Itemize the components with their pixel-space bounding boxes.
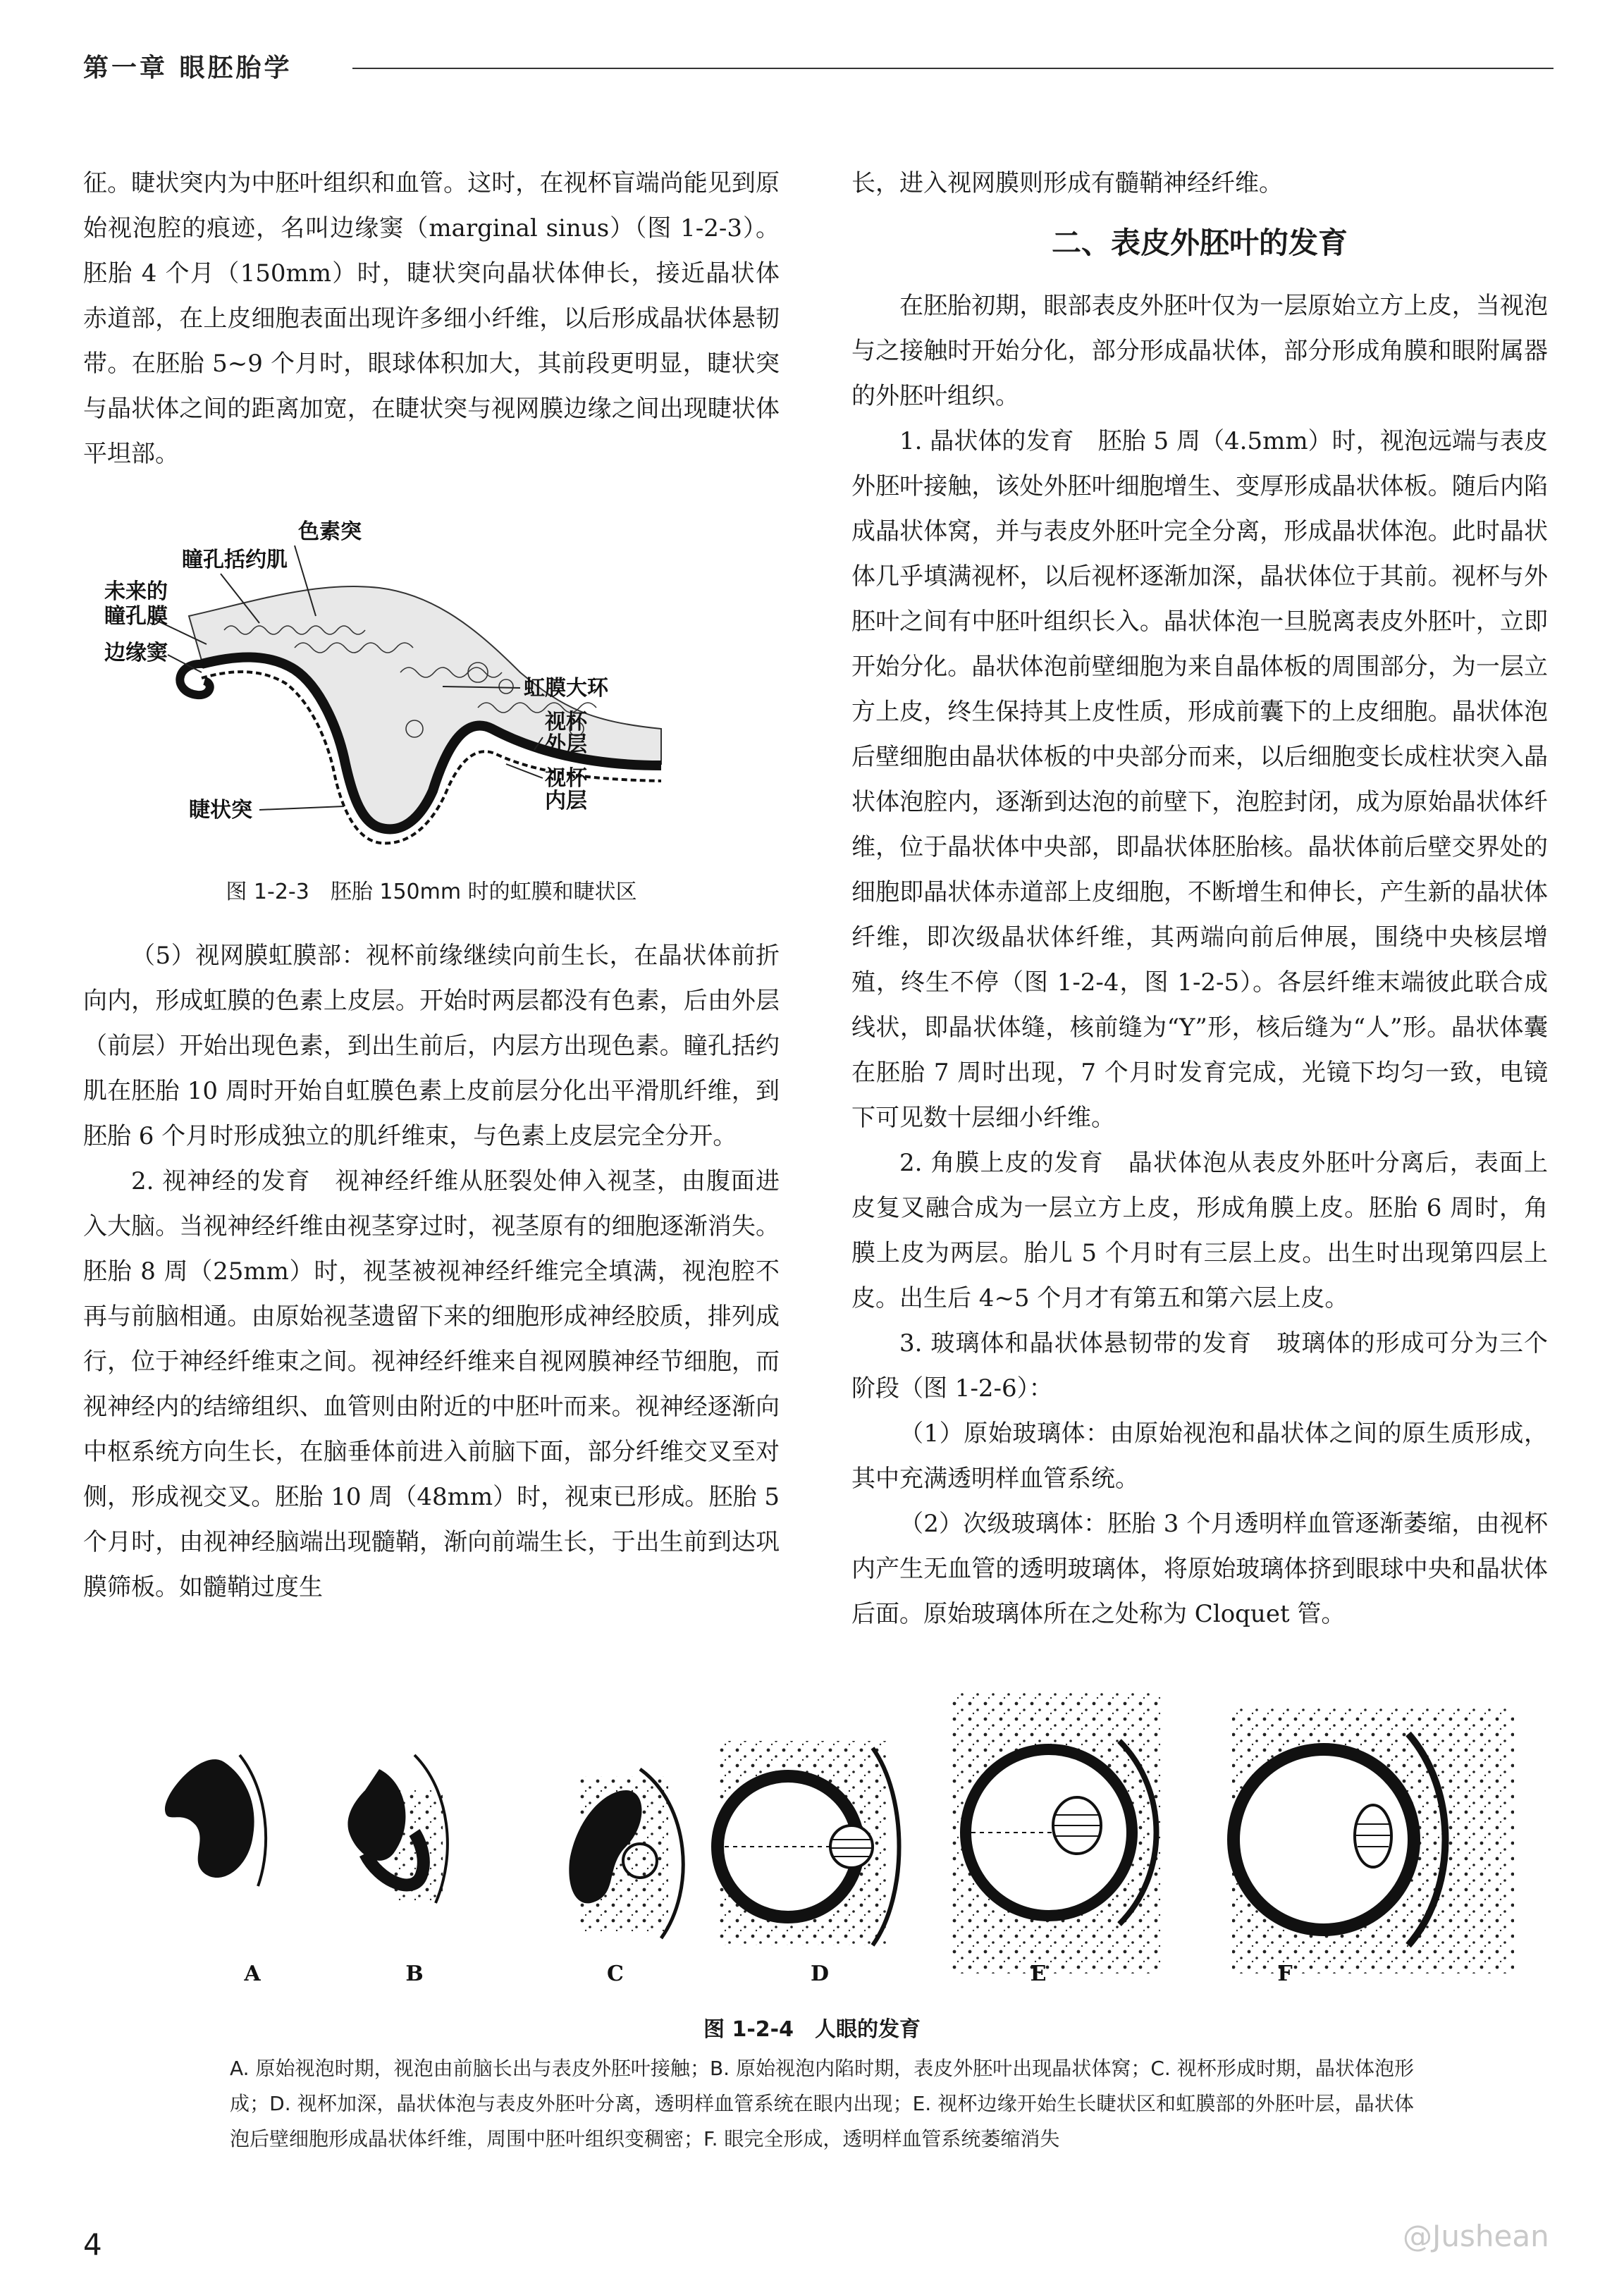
left-column [83, 161, 780, 1610]
stage-d-diagram [718, 1741, 899, 1945]
paragraph: （2）次级玻璃体：胚胎 3 个月透明样血管逐渐萎缩，由视杯内产生无血管的透明玻璃体，将原始玻璃体挤到眼球中央和晶状体后面。原始玻璃体所在之处称为 Cloquet 管。 [851, 1510, 1548, 1628]
header-rule [352, 68, 1554, 69]
paragraph: 长，进入视网膜则形成有髓鞘神经纤维。 [851, 169, 1283, 197]
label-major-arterial-circle: 虹膜大环 [524, 676, 608, 701]
label-pigment-process: 色素突 [298, 519, 362, 544]
paragraph: 3. 玻璃体和晶状体悬韧带的发育 玻璃体的形成可分为三个阶段（图 1-2-6）： [851, 1329, 1548, 1403]
label-ciliary-process: 睫状突 [189, 798, 252, 823]
label-future-pupil-1: 未来的 [104, 579, 168, 604]
stage-label-d: D [810, 1962, 830, 1986]
figure-caption: 图 1-2-4 人眼的发育 [703, 2017, 921, 2042]
stage-label-c: C [607, 1962, 624, 1986]
stage-b-diagram [347, 1755, 447, 1903]
iris-ciliary-diagram [83, 496, 780, 877]
label-future-pupil-2: 瞳孔膜 [104, 604, 168, 629]
stage-f-diagram [1232, 1706, 1514, 1974]
stage-label-a: A [244, 1962, 261, 1986]
watermark: @Jushean [1403, 2219, 1549, 2253]
paragraph: （5）视网膜虹膜部：视杯前缘继续向前生长，在晶状体前折向内，形成虹膜的色素上皮层。开始时两层都没有色素，后由外层（前层）开始出现色素，到出生前后，内层方出现色素。瞳孔括约肌在胚胎 10 周时开始自虹膜色素上皮前层分化出平滑肌纤维，到胚胎 6 个月时形成独立的肌纤维束，与色素上皮层完全分开。 [83, 942, 780, 1150]
paragraph: 2. 视神经的发育 视神经纤维从胚裂处伸入视茎，由腹面进入大脑。当视神经纤维由视茎穿过时，视茎原有的细胞逐渐消失。胚胎 8 周（25mm）时，视茎被视神经纤维完全填满，视泡腔不再与前脑相通。由原始视茎遗留下来的细胞形成神经胶质，排列成行，位于神经纤维束之间。视神经纤维来自视网膜神经节细胞，而视神经内的结缔组织、血管则由附近的中胚叶而来。视神经逐渐向中枢系统方向生长，在脑垂体前进入前脑下面，部分纤维交叉至对侧，形成视交叉。胚胎 10 周（48mm）时，视束已形成。胚胎 5 个月时，由视神经脑端出现髓鞘，渐向前端生长，于出生前到达巩膜筛板。如髓鞘过度生 [83, 1167, 780, 1601]
stage-label-f: F [1277, 1962, 1293, 1986]
label-inner-layer-1: 视杯 [545, 766, 587, 791]
paragraph: 在胚胎初期，眼部表皮外胚叶仅为一层原始立方上皮，当视泡与之接触时开始分化，部分形成晶状体，部分形成角膜和眼附属器的外胚叶组织。 [851, 292, 1548, 410]
stage-e-diagram [950, 1692, 1162, 1974]
figure-1-2-4-eye-development [83, 1685, 1542, 2016]
running-header: 第一章 眼胚胎学 [83, 54, 293, 82]
page-number: 4 [83, 2227, 102, 2262]
label-outer-layer-1: 视杯 [545, 710, 587, 734]
paragraph: 1. 晶状体的发育 胚胎 5 周（4.5mm）时，视泡远端与表皮外胚叶接触，该处外胚叶细胞增生、变厚形成晶状体板。随后内陷成晶状体窝，并与表皮外胚叶完全分离，形成晶状体泡。此时晶状体几乎填满视杯，以后视杯逐渐加深，晶状体位于其前。视杯与外胚叶之间有中胚叶组织长入。晶状体泡一旦脱离表皮外胚叶，立即开始分化。晶状体泡前壁细胞为来自晶体板的周围部分，为一层立方上皮，终生保持其上皮性质，形成前囊下的上皮细胞。晶状体泡后壁细胞由晶状体板的中央部分而来，以后细胞变长成柱状突入晶状体泡腔内，逐渐到达泡的前壁下，泡腔封闭，成为原始晶状体纤维，位于晶状体中央部，即晶状体胚胎核。晶状体前后壁交界处的细胞即晶状体赤道部上皮细胞，不断增生和伸长，产生新的晶状体纤维，即次级晶状体纤维，其两端向前后伸展，围绕中央核层增殖，终生不停（图 1-2-4，图 1-2-5）。各层纤维末端彼此联合成线状，即晶状体缝，核前缝为“Y”形，核后缝为“人”形。晶状体囊在胚胎 7 周时出现，7 个月时发育完成，光镜下均匀一致，电镜下可见数十层细小纤维。 [851, 427, 1548, 1132]
paragraph: （1）原始玻璃体：由原始视泡和晶状体之间的原生质形成，其中充满透明样血管系统。 [851, 1420, 1548, 1493]
figure-1-2-3 [83, 496, 780, 919]
paragraph: 2. 角膜上皮的发育 晶状体泡从表皮外胚叶分离后，表面上皮复叉融合成为一层立方上皮，形成角膜上皮。胚胎 6 周时，角膜上皮为两层。胎儿 5 个月时有三层上皮。出生时出现第四层上皮。出生后 4~5 个月才有第五和第六层上皮。 [851, 1149, 1548, 1312]
figure-description: A. 原始视泡时期，视泡由前脑长出与表皮外胚叶接触；B. 原始视泡内陷时期，表皮外胚叶出现晶状体窝；C. 视杯形成时期，晶状体泡形成；D. 视杯加深，晶状体泡与表皮外胚叶分离，透明样血管系统在眼内出现；E. 视杯边缘开始生长睫状区和虹膜部的外胚叶层，晶状体泡后壁细胞形成晶状体纤维，周围中胚叶组织变稠密；F. 眼完全形成，透明样血管系统萎缩消失 [230, 2057, 1414, 2150]
stage-label-e: E [1030, 1962, 1047, 1986]
stage-label-b: B [405, 1962, 424, 1986]
paragraph: 征。睫状突内为中胚叶组织和血管。这时，在视杯盲端尚能见到原始视泡腔的痕迹，名叫边缘窦（marginal sinus）（图 1-2-3）。胚胎 4 个月（150mm）时，睫状突向晶状体伸长，接近晶状体赤道部，在上皮细胞表面出现许多细小纤维，以后形成晶状体悬韧带。在胚胎 5~9 个月时，眼球体积加大，其前段更明显，睫状突与晶状体之间的距离加宽，在睫状突与视网膜边缘之间出现睫状体平坦部。 [83, 169, 780, 468]
label-outer-layer-2: 外层 [545, 732, 587, 757]
section-heading: 二、表皮外胚叶的发育 [1051, 226, 1348, 260]
stage-a-diagram [165, 1755, 266, 1886]
label-inner-layer-2: 内层 [545, 789, 587, 813]
label-marginal-sinus: 边缘窦 [104, 641, 168, 665]
stage-c-diagram [569, 1769, 683, 1938]
right-column [851, 161, 1548, 1637]
figure-caption: 图 1-2-3 胚胎 150mm 时的虹膜和睫状区 [226, 880, 637, 904]
label-pupillary-sphincter: 瞳孔括约肌 [182, 548, 288, 572]
